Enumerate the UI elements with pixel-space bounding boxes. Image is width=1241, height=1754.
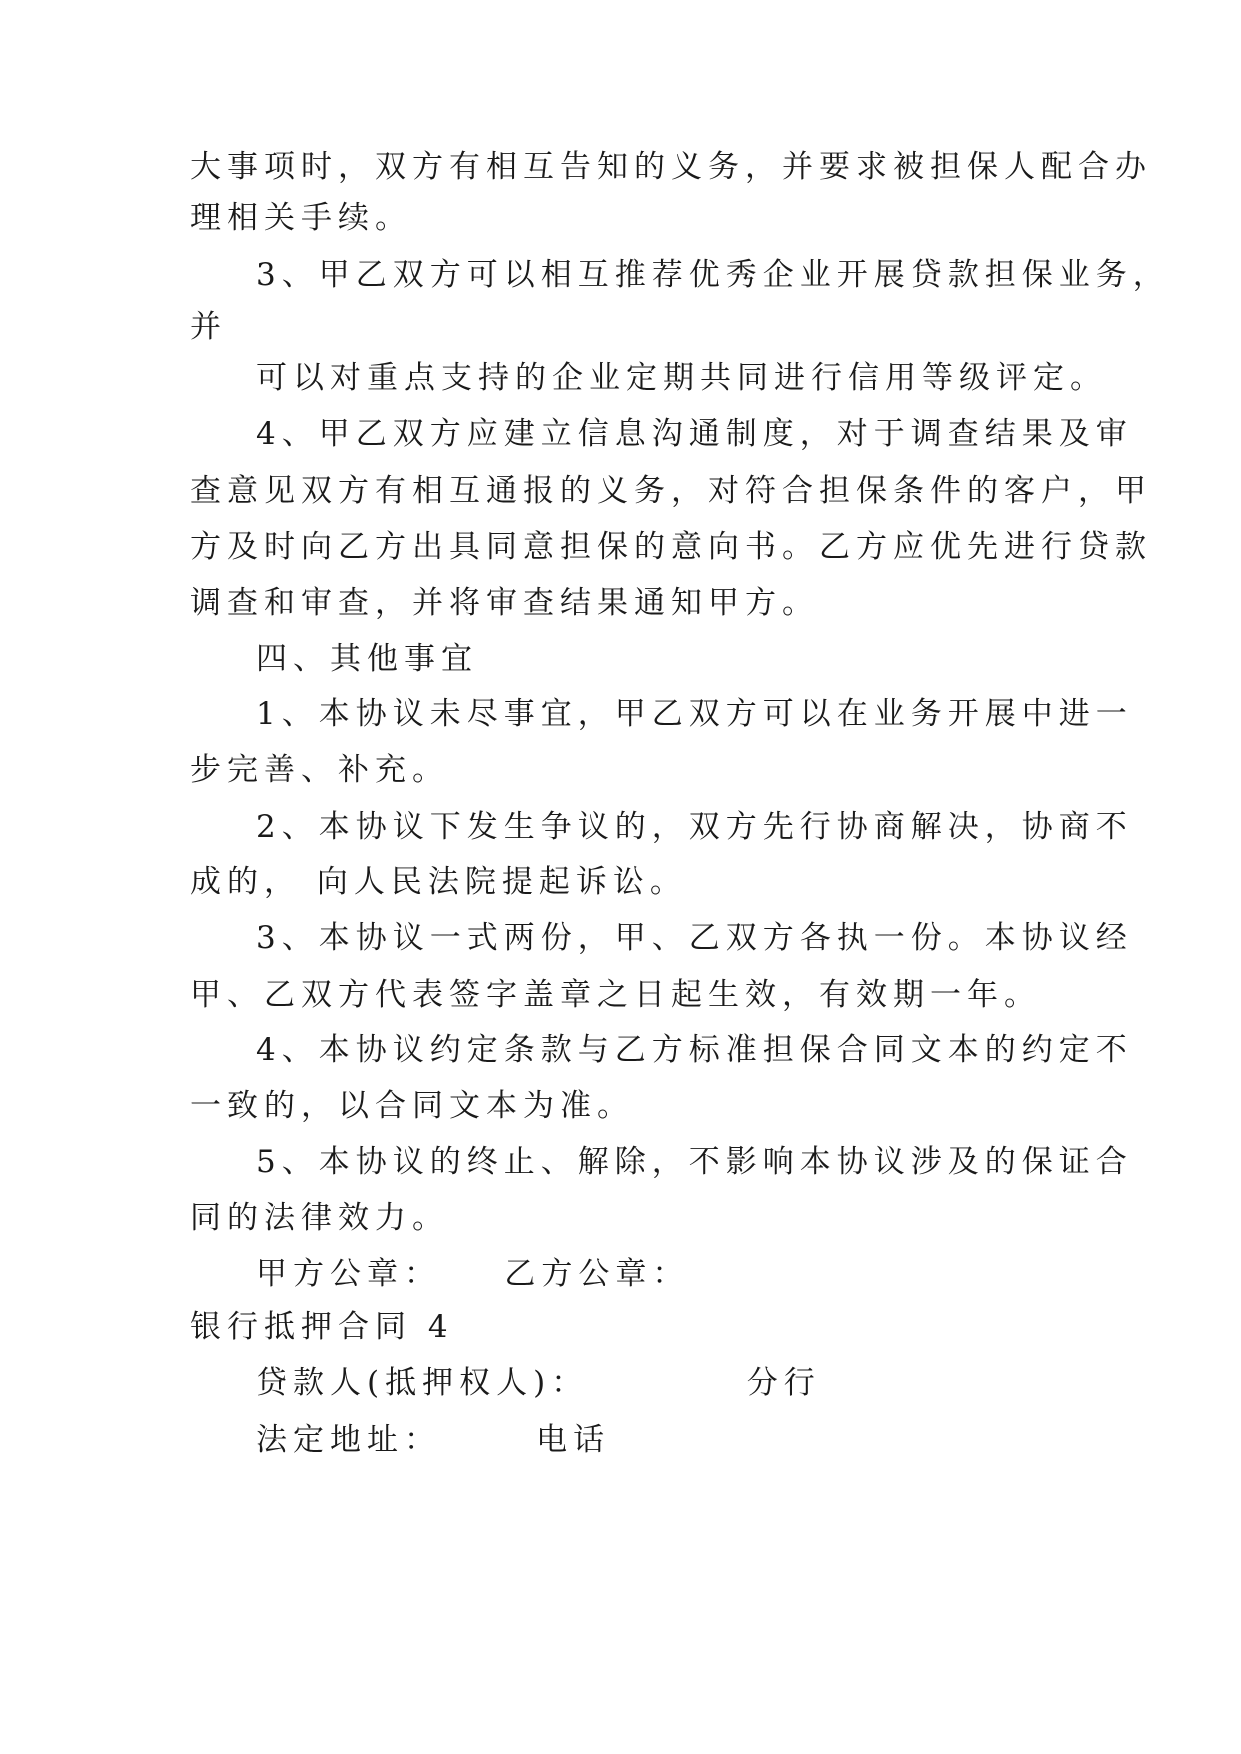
lender-line: 贷款人(抵押权人)： 分行 [256,1365,821,1401]
text-line: 查意见双方有相互通报的义务，对符合担保条件的客户，甲 [190,473,1152,509]
text-line: 1、本协议未尽事宜，甲乙双方可以在业务开展中进一 [256,696,1133,732]
text-line: 3、本协议一式两份，甲、乙双方各执一份。本协议经 [256,920,1133,956]
text-line: 3、甲乙双方可以相互推荐优秀企业开展贷款担保业务， [256,257,1170,293]
text-line: 一致的，以合同文本为准。 [190,1088,634,1124]
section-heading: 四、其他事宜 [256,641,478,677]
text-line: 同的法律效力。 [190,1200,449,1236]
seal-line: 甲方公章： 乙方公章： [256,1256,690,1292]
text-line: 可以对重点支持的企业定期共同进行信用等级评定。 [256,360,1107,396]
text-line: 甲、乙双方代表签字盖章之日起生效，有效期一年。 [190,977,1041,1013]
text-line: 大事项时，双方有相互告知的义务，并要求被担保人配合办 [190,149,1152,185]
text-line: 步完善、补充。 [190,752,449,788]
contract-title: 银行抵押合同 4 [190,1309,454,1345]
text-line: 并 [190,309,227,345]
text-line: 方及时向乙方出具同意担保的意向书。乙方应优先进行贷款 [190,529,1152,565]
text-line: 理相关手续。 [190,200,412,236]
text-line: 5、本协议的终止、解除，不影响本协议涉及的保证合 [256,1144,1133,1180]
address-line: 法定地址： 电话 [256,1422,611,1458]
text-line: 调查和审查，并将审查结果通知甲方。 [190,585,819,621]
text-line: 成的， 向人民法院提起诉讼。 [190,864,687,900]
text-line: 4、本协议约定条款与乙方标准担保合同文本的约定不 [256,1032,1133,1068]
text-line: 4、甲乙双方应建立信息沟通制度，对于调查结果及审 [256,416,1133,452]
text-line: 2、本协议下发生争议的，双方先行协商解决，协商不 [256,809,1133,845]
